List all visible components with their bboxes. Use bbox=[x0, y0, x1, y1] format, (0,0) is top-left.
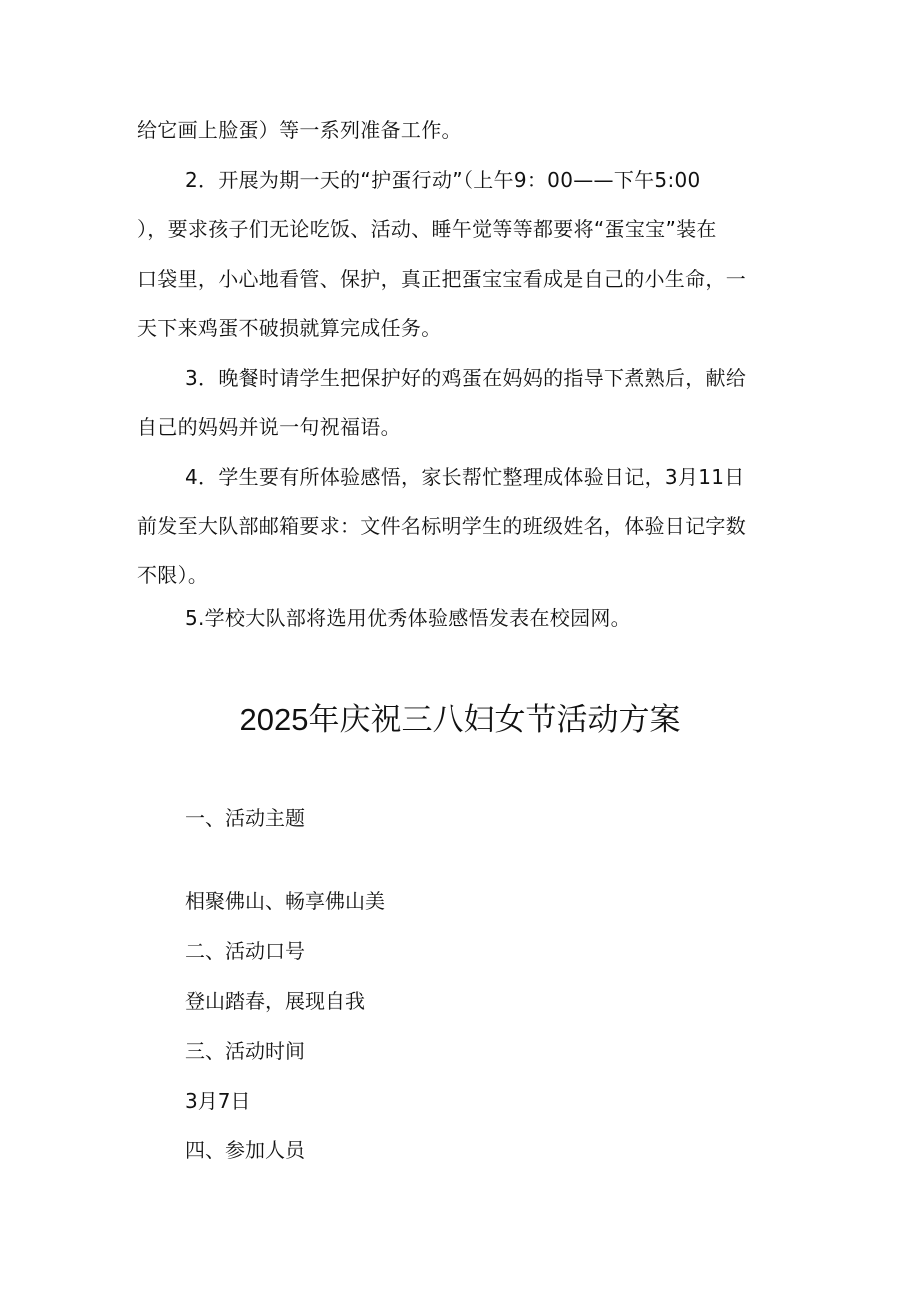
item-4-line-1: 4．学生要有所体验感悟，家长帮忙整理成体验日记，3月11日 bbox=[185, 465, 745, 489]
section-heading-participants: 四、参加人员 bbox=[185, 1138, 305, 1162]
section-heading-theme: 一、活动主题 bbox=[185, 806, 305, 830]
item-4-line-3: 不限）。 bbox=[137, 563, 209, 587]
section-content-slogan: 登山踏春，展现自我 bbox=[185, 989, 365, 1013]
section-heading-slogan: 二、活动口号 bbox=[185, 939, 305, 963]
item-3-line-2: 自己的妈妈并说一句祝福语。 bbox=[137, 415, 401, 439]
item-3-line-1: 3．晚餐时请学生把保护好的鸡蛋在妈妈的指导下煮熟后，献给 bbox=[185, 366, 747, 390]
section-content-theme: 相聚佛山、畅享佛山美 bbox=[185, 889, 385, 913]
item-2-line-1: 2．开展为期一天的“护蛋行动”（上午9：00——下午5:00 bbox=[185, 168, 701, 192]
item-2-line-3: 口袋里，小心地看管、保护，真正把蛋宝宝看成是自己的小生命，一 bbox=[137, 267, 746, 291]
item-4-line-2: 前发至大队部邮箱要求：文件名标明学生的班级姓名，体验日记字数 bbox=[137, 514, 746, 538]
item-5-line-1: 5.学校大队部将选用优秀体验感悟发表在校园网。 bbox=[185, 606, 631, 630]
page-title: 2025年庆祝三八妇女节活动方案 bbox=[239, 702, 681, 737]
section-content-time: 3月7日 bbox=[185, 1089, 251, 1113]
section-heading-time: 三、活动时间 bbox=[185, 1039, 305, 1063]
paragraph-continuation-line: 给它画上脸蛋）等一系列准备工作。 bbox=[137, 118, 462, 142]
item-2-line-2: ），要求孩子们无论吃饭、活动、睡午觉等等都要将“蛋宝宝”装在 bbox=[137, 217, 717, 241]
item-2-line-4: 天下来鸡蛋不破损就算完成任务。 bbox=[137, 316, 442, 340]
